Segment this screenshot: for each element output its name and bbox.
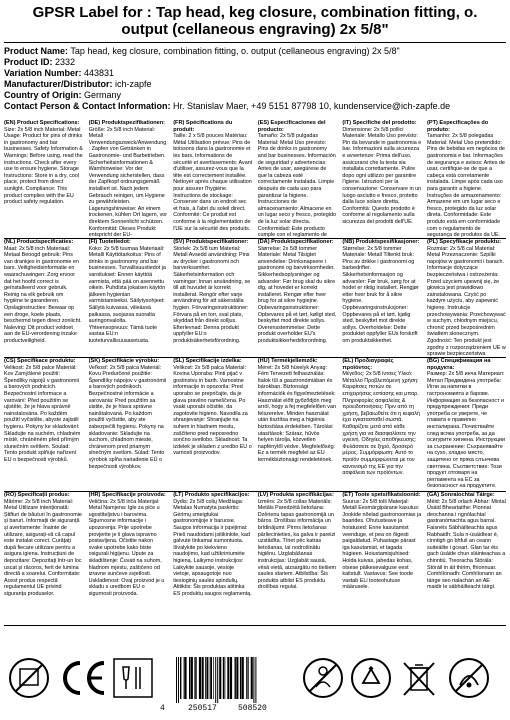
barcode-bar [194,657,195,699]
spec-heading: (PT) Especificações do produto: [426,120,489,133]
barcode-bar [178,657,179,703]
info-product-id [4,57,506,68]
spec-cell [258,120,337,238]
spec-body: Dydis: 2x 5/8 colių Medžiaga: Metalas Numatyta paskirtis: Gėrimų smeigtukai gastronomijoje ir baruose. Saugos informacija ir įspėjimai: Prieš naudodami įsitikinkite, kad galvutė tinkamai sumontuota. Išvalykite po kiekvieno naudojimo, kad užtikrintumėte higieną. Laikymo instrukcijos: Laikykite sausoje, vėsioje vietoje, apsaugotoje nuo tiesioginių saulės spindulių. Atitiktis: Šis produktas atitinka ES produktų saugos reglamentą. [173,498,252,597]
spec-heading: (HR) Specifikacije proizvoda: [88,492,166,498]
spec-heading: (PL) Specyfikacje produktu: [426,239,501,245]
spec-heading: (BG) Спецификация на продукта: [426,358,491,371]
barcode-digit-left: 4 [160,704,165,713]
spec-heading: (HU) Termékjellemzők: [257,358,318,364]
spec-heading: (ET) Toote spetsifikatsioonid: [342,492,421,498]
spec-body: Méret: 2x 5/8 hüvelyk Anyag: Fém Tervezett felhasználás: Italok tűi a gasztronómiában és bárokban. Biztonsági információk és figyelmeztetések: Használat előtt győződjön meg arról, hogy a fej megfelelően van felszerelve. Minden használat után tisztítsa meg a higiénia biztosítása érdekében. Tárolási utasítások: Száraz, hűvös helyen tárolja, közvetlen napfénytől védve. Megfelelőség: Ez a termék megfelel az EU termékbiztonsági rendeletének. [257,364,336,463]
info-value: 443831 [84,68,115,78]
spec-body: Mărime: 2x 5/8 inch Material: Metal Utilizare intenționată: Știfturi de băuturi în gastronomie și baruri. Informații de siguranță și avertismente: Înainte de utilizare, asigurați-vă că capul este instalat corect. Curățați după fiecare utilizare pentru a asigura igiena. Instrucțiuni de depozitare: Depozitați într-un loc uscat și răcoros, ferit de lumina directă a soarelui. Conformitate: Acest produs respectă regulamentul UE privind siguranța produselor. [4,498,82,597]
barcode-bar [217,657,218,703]
spec-body: Rozmiar: 2x 5/8 cal Materiał: Metal Przeznaczenie: Szpilki napojów w gastronomii i barach. Informacje dotyczące bezpieczeństwa i ostrzeżenia: Przed użyciem upewnij się, że głowica jest prawidłowo zainstalowana. Czyść po każdym użyciu, aby zapewnić higienę. Instrukcje przechowywania: Przechowywać w suchym, chłodnym miejscu, chronić przed bezpośrednim światłem słonecznym. Zgodność: Ten produkt jest zgodny z rozporządzeniem UE w sprawie bezpieczeństwa [426,245,506,357]
label-footer [0,655,510,715]
spec-heading: (SV) Produktspecifikationer: [173,239,249,245]
spec-cell [89,239,168,357]
spec-row [4,120,506,238]
barcode-bar [242,657,244,699]
barcode-bar [191,657,193,699]
barcode-bar [246,657,247,699]
info-manufacturer [4,79,506,90]
spec-cell [4,358,83,491]
spec-heading: (LV) Produkta specifikācijas: [257,492,334,498]
info-value: Hr. Stanislav Maer, +49 5151 87798 10, kundenservice@ich-zapfe.de [173,101,451,111]
food-safe-icon [112,657,154,699]
info-value: Germany [84,90,122,100]
info-variation-number [4,68,506,79]
weee-bin-icon [398,657,440,699]
spec-heading: (FR) Spécifications du produit: [173,120,233,133]
info-label: Product ID: [4,57,53,67]
barcode-icon [172,657,292,705]
spec-cell [173,239,252,357]
spec-cell [342,492,421,625]
spec-heading: (LT) Produkto specifikacijos: [173,492,250,498]
spec-cell [258,492,337,625]
spec-cell [342,358,421,491]
spec-body: Storlek: 2x 5/8 tum Material: Metall Avsedd användning: Pins av drycker i gastronomi och barverksamhet. Säkerhetsinformation och varningar: Innan användning, se till att huvudet är korrekt installerat. Rengör efter varje användning för att säkerställa hygien. Förvaringsinstruktioner: Förvara på en torr, sval plats, skyddad från direkt solljus. Efterlevnad: Denna produkt uppfyller EU:s produktsäkerhetsförordning. [173,245,251,344]
spec-heading: (NL) Productspecificaties: [4,239,74,245]
spec-heading: (DE) Produktspezifikationen: [88,120,166,126]
spec-body: Størrelse: 2x 5/8 tommer Materiale: Metal Tilsigtet anvendelse: Drinksnapsere i gastronomi og barvirksomheder. Sikkerhedsoplysninger og advarsler: Før brug skal du sikre dig, at hovedet er korrekt installeret. Rengør efter hver brug for at sikre hygiejne. Opbevaringsinstruktioner: Opbevares på et tørt, køligt sted, beskyttet mod direkte sollys. Overensstemmelse: Dette produkt overholder EU's produktsikkerhedsforordning. [257,245,337,344]
spec-cell [427,239,506,357]
spec-cell [258,239,337,357]
barcode-bar [251,657,253,699]
spec-heading: (CS) Specifikace produktu: [4,358,76,364]
barcode-bar [184,657,185,699]
symbol-no-dishwasher-icon [8,657,50,699]
barcode-bar [180,657,181,699]
info-country [4,90,506,101]
spec-body: Koko: 2x 5/8 tuumaa Materiaali: Metalli Käyttötarkoitus: Pins of drinks in gastronomy and bar businesses. Turvallisuustiedot ja varoitukset: Ennen käyttöä varmista, että pää on asennettu oikein. Puhdista jokaisen käytön jälkeen hygienian varmistamiseksi. Säilytysohjeet: Säilytä kuivassa, viileässä paikassa, suojassa suoralta auringonvalolta. Yhteensopivuus: Tämä tuote vastaa EU:n tuoteturvallisuusasetusta. [88,245,166,344]
spec-heading: (DA) Produktspecifikationer: [257,239,334,245]
spec-cell [173,358,252,491]
title-divider [4,42,506,43]
barcode-bar [235,657,236,699]
spec-body: Tamaño: 2x 5/8 pulgadas Material: Metal Uso previsto: Pins de drinks in gastronomy and bar businesses. Información de seguridad y advertencias: Antes de usar, asegúrese de que la cabeza esté correctamente instalada. Limpie después de cada uso para garantizar la higiene. Instrucciones de almacenamiento: Almacene en un lugar seco y fresco, protegido de la luz solar directa. Conformidad: Este producto cumple con el reglamento de [257,133,336,238]
spec-cell [173,492,252,625]
barcode-bar [253,657,254,703]
barcode-bar [227,657,229,699]
label-title: GPSR Label for : Tap head, keg closure, combination fitting, o. output (cellaneous engraving) 2x 5/8" [32,4,478,38]
recycling-icon [350,657,392,699]
barcode-bar [255,657,256,703]
spec-row [4,492,506,625]
spec-body: Suurus: 2x 5/8 tolli Materjal: Metall Eesmärgipärane kasutus: Jookide nõelad gastronoomias ja baarides. Ohutusteave ja hoiatused: Enne kasutamist veenduge, et pea on õigesti paigaldatud. Puhastage pärast iga kasutamist, et tagada hügieen. Hoiustamisjuhised: Hoida kuivas, jahedas kohas, otsese päikesevalguse eest kaitstult. Vastavus: See toode vastab ELi tooteohutuse määrusele. [342,498,422,591]
spec-body: Μέγεθος: 2x 5/8 ίντσες Υλικό: Μέταλλο Προβλεπόμενη χρήση: Καρφίτσες ποτών σε επιχειρήσεις εστίασης και μπαρ. Πληροφορίες ασφαλείας & προειδοποιήσεις: Πριν από τη χρήση, βεβαιωθείτε ότι η κεφαλή έχει εγκατασταθεί σωστά. Καθαρίζετε μετά από κάθε χρήση για να διασφαλίσετε την υγιεινή. Οδηγίες αποθήκευσης: Φυλάσσετε σε ξηρό, δροσερό μέρος. Συμμόρφωση: Αυτό το προϊόν συμμορφώνεται με τον κανονισμό της ΕΕ για την ασφάλεια των προϊόντων. [342,371,420,477]
spec-heading: (RO) Specificații produs: [4,492,70,498]
spec-heading: (NB) Produktspesifikasjoner: [342,239,420,245]
spec-heading: (GA) Sonraíochtaí Táirge: [426,492,495,498]
barcode-bar [223,657,224,699]
spec-body: Størrelse: 2x 5/8 tommer Materiale: Metall Tiltenkt bruk: Pins av drikke i gastronomi og barbedrifter. Sikkerhetsinformasjon og advarsler: Før bruk, sørg for at hodet er riktig installert. Rengjør etter hver bruk for å sikre hygiene. Oppbevaringsinstruksjoner: Oppbevares på et tørt, kjølig sted, beskyttet mot direkte sollys. Overholdelse: Dette produktet oppfyller EUs forskrift om produktsikkerhet. [342,245,419,344]
info-label: Variation Number: [4,68,82,78]
barcode-bar [215,657,216,703]
info-product-name [4,46,506,57]
spec-body: Veľkosť: 2x 5/8 palca Materiál: Kovu Predurčené použitie: Špendlíky nápojov v gastronómii a barových podnikoch. Bezpečnostné informácie a varovania: Pred použitím sa uistite, že je hlava správne nainštalovaná. Po každom použití vyčistite, aby ste zabezpečili hygienu. Pokyny na skladovanie: Skladujte na suchom, chladnom mieste, chránenom pred priamym slnečným svetlom. Súlad: Tento výrobok spĺňa nariadenie EÚ o bezpečnosti výrobkov. [88,364,167,470]
barcode-digits-middle: 250517 [188,704,217,713]
barcode-bar [199,657,201,699]
barcode-bar [213,657,214,699]
product-info [0,46,510,112]
spec-body: Velikost: 2x 5/8 palca Material: Kovina Uporaba: Pinti pijač v gostinstvu in barih. Varnostne informacije in opozorila: Pred uporabo se prepričajte, da je glava pravilno nameščena. Po vsaki uporabi očistite, da zagotovite higieno. Navodila za shranjevanje: Shranjujte na suhem in hladnem mestu, zaščiteno pred neposredno sončno svetlobo. Skladnost: Ta izdelek je skladen z uredbo EU o varnosti proizvodov. [173,364,252,457]
spec-body: Méid: 2x 5/8 orlach Ábhar: Miotal Úsáid Bheartaithe: Pionnaí deochanna i ngnólachtaí gastranómachta agus barraí. Faisnéis Sábháilteachta agus Rabhaidh: Sula n-úsáidtear é, cinntigh go bhfuil an ceann suiteáilte i gceart. Glan tar éis gach úsáide chun sláinteachas a chinntiú. Treoracha Stórála: Stóráil in áit thirim, fhionnuar. Comhlíonadh: Comhlíonann an táirge seo rialachán an AE maidir le sábháilteacht táirgí. [426,498,506,591]
info-label: Product Name: [4,46,69,56]
barcode-bar [176,657,177,703]
barcode-bar [236,657,238,699]
spec-body: Size: 2x 5/8 inch Material: Metal Usage: Product for pins of drinks in gastronomy and bar businesses. Safety Information & Warnings: Before using, read the instructions. Check after every use to ensure hygiene. Storage Instructions: Store in a dry, cool place, protect from direct sunlight. Compliance: This product complies with the EU product safety regulation. [4,126,83,206]
ce-mark-icon [58,657,108,699]
info-label: Manufacturer/Distributor: [4,79,113,89]
spec-row [4,239,506,357]
barcode-bar [189,657,190,699]
barcode-bar [240,657,241,699]
barcode-bar [207,657,208,699]
barcode-bar [202,657,204,699]
spec-cell [4,120,83,238]
spec-heading: (ES) Especificaciones del producto: [257,120,326,133]
barcode-bar [211,657,212,699]
spec-cell [4,492,83,625]
info-label: Contact Person & Contact Information: [4,101,171,111]
spec-body: Größe: 2x 5/8 inch Material: Metall Verwendungszweck/Anwendung: Zapfen von Getränken in Gastronomie- und Barbetrieben. Sicherheitsinformationen & Warnhinweise: Vor der Verwendung sicherstellen, dass der Zapfkopf ordnungsgemäß installiert ist. Nach jedem Gebrauch reinigen, um Hygiene zu gewährleisten. Lagerungshinweise: An einem trockenen, kühlen Ort lagern, vor direktem Sonnenlicht schützen. Konformität: Dieses Produkt entspricht der EU- [88,126,168,238]
spec-cell [258,358,337,491]
spec-body: Размер: 2x 5/8 инча Материал: Метал Предвидена употреба: Игли за напитки в гастрономията и барове. Информация за безопасност и предупреждения: Преди употреба се уверете, че главата е правилно инсталирана. Почиствайте след всяка употреба, за да осигурите хигиена. Инструкции за съхранение: Съхранявайте на сухо, хладно място, защитено от пряка слънчева светлина. Съответствие: Този продукт отговаря на регламента на ЕС за безопасност на продуктите. [426,371,505,490]
spec-cell [427,120,506,238]
spec-cell [89,120,168,238]
spec-heading: (EL) Προδιαγραφές προϊόντος: [342,358,394,371]
info-value: ich-zapfe [115,79,152,89]
info-value: Tap head, keg closure, combination fitting, o. output (cellaneous engraving) 2x 5/8" [70,46,400,56]
info-value: 2332 [55,57,76,67]
spec-cell [89,492,168,625]
spec-cell [427,492,506,625]
barcode-bar [248,657,249,699]
barcode-bar [225,657,226,699]
barcode-bar [210,657,211,699]
spec-heading: (SK) Špecifikácie výrobku: [88,358,160,364]
spec-cell [89,358,168,491]
spec-body: Taille: 2 x 5/8 pouces Matériau: Métal Utilisation prévue: Pins de boissons dans la gastronomie et les bars. Informations de sécurité et avertissements: Avant d'utiliser, assurez-vous que la tête est correctement installée. Nettoyer après chaque utilisation pour assurer l'hygiène. Instructions de stockage: Conserver dans un endroit sec et frais, à l'abri du soleil direct. Conformité: Ce produit est conforme à la réglementation de l'UE sur la sécurité des produits. [173,133,253,232]
spec-body: Maat: 2x 5/8 inch Materiaal: Metaal Beoogd gebruik: Pins van drankjes in gastronomie en bars. Veiligheidsinformatie en waarschuwingen: Zorg ervoor dat het hoofd correct is geïnstalleerd voor gebruik. Reinig na elk gebruik om hygiëne te garanderen. Opslaginstructies: Bewaar op een droge, koele plaats, beschermd tegen direct zonlicht. Naleving: Dit product voldoet aan de EU-verordening inzake productveiligheid. [4,245,82,344]
spec-heading: (IT) Specifiche del prodotto: [342,120,417,126]
spec-body: Tamanho: 2x 5/8 polegadas Material: Metal Uso pretendido: Pins de bebidas em negócios de gastronomia e bar. Informações de segurança e avisos: Antes de usar, certifique-se de que a cabeça está corretamente instalada. Limpe após cada uso para garantir a higiene. Instruções de armazenamento: Armazene em um lugar seco e fresco, protegido da luz solar direta. Conformidade: Este produto está em conformidade com o regulamento de segurança de produtos da UE. [426,133,505,238]
spec-row [4,358,506,491]
spec-body: Veličina: 2x 5/8 inča Materijal: Metal Namjena: Igle za piće u ugostiteljstvu i barovima. Sigurnosne informacije i upozorenja: Prije upotrebe provjerite je li glava ispravno postavljena. Očistite nakon svake upotrebe kako biste osigurali higijenu. Upute za skladištenje: Čuvati na suhom, hladnom mjestu, zaštićeno od izravne sunčeve svjetlosti. Usklađenost: Ovaj proizvod je u skladu s uredbom EU o sigurnosti proizvoda. [88,498,165,597]
spec-cell [342,239,421,357]
spec-cell [342,120,421,238]
spec-cell [427,358,506,491]
info-contact [4,101,506,112]
spec-body: Velikost: 2x 5/8 palce Materiál: Kov Zamýšlené použití: Špendlíky nápojů v gastronomii a barových podnicích. Bezpečnostní informace a varování: Před použitím se ujistěte, že je hlava správně nainstalována. Po každém použití vyčistěte, abyste zajistili hygienu. Pokyny ke skladování: Skladujte na suchém, chladném místě, chráněném před přímým slunečním světlem. Soulad: Tento produkt splňuje nařízení EU o bezpečnosti výrobků. [4,364,81,463]
handle-with-care-icon [448,657,490,699]
spec-cell [4,239,83,357]
spec-row-divider [4,625,506,626]
spec-heading: (EN) Product Specifications: [4,120,80,126]
spec-heading: (SL) Specifikacije izdelka: [173,358,242,364]
barcode-bar [230,657,232,699]
spec-cell [173,120,252,238]
spec-body: Dimensione: 2x 5/8 pollici Materiale: Metallo Uso previsto: Pin da bevande in gastronomia e bar. Informazioni sulla sicurezza e avvertenze: Prima dell'uso, assicurarsi che la testa sia installata correttamente. Pulire dopo ogni utilizzo per garantire l'igiene. Istruzioni per la conservazione: Conservare in un luogo asciutto e fresco, protetto dalla luce solare diretta. Conformità: Questo prodotto è conforme al regolamento sulla sicurezza dei prodotti dell'UE. [342,126,422,225]
barcode-digits-right: 508520 [238,704,267,713]
symbol-caution-icon [302,657,344,699]
spec-heading: (FI) Tuotetiedot: [88,239,131,245]
specifications-grid [4,120,506,626]
info-label: Country of Origin: [4,90,82,100]
barcode-bar [185,657,187,699]
barcode-bar [196,657,197,699]
spec-body: Izmērs: 2x 5/8 collas Materiāls: Metāls Paredzētā lietošana: Dzērienu tapas gastronomijā un bāros. Drošības informācija un brīdinājumi: Pirms lietošanas pārliecinieties, ka galva ir pareizi uzstādīta. Tīriet pēc katras lietošanas, lai nodrošinātu higiēnu. Uzglabāšanas instrukcijas: Uzglabāt sausā, vēsā vietā, aizsargātu no tiešiem saules stariem. Atbilstība: Šis produkts atbilst ES produktu drošības regulai. [257,498,336,591]
barcode-bar [205,657,206,699]
barcode-bar [219,657,221,699]
